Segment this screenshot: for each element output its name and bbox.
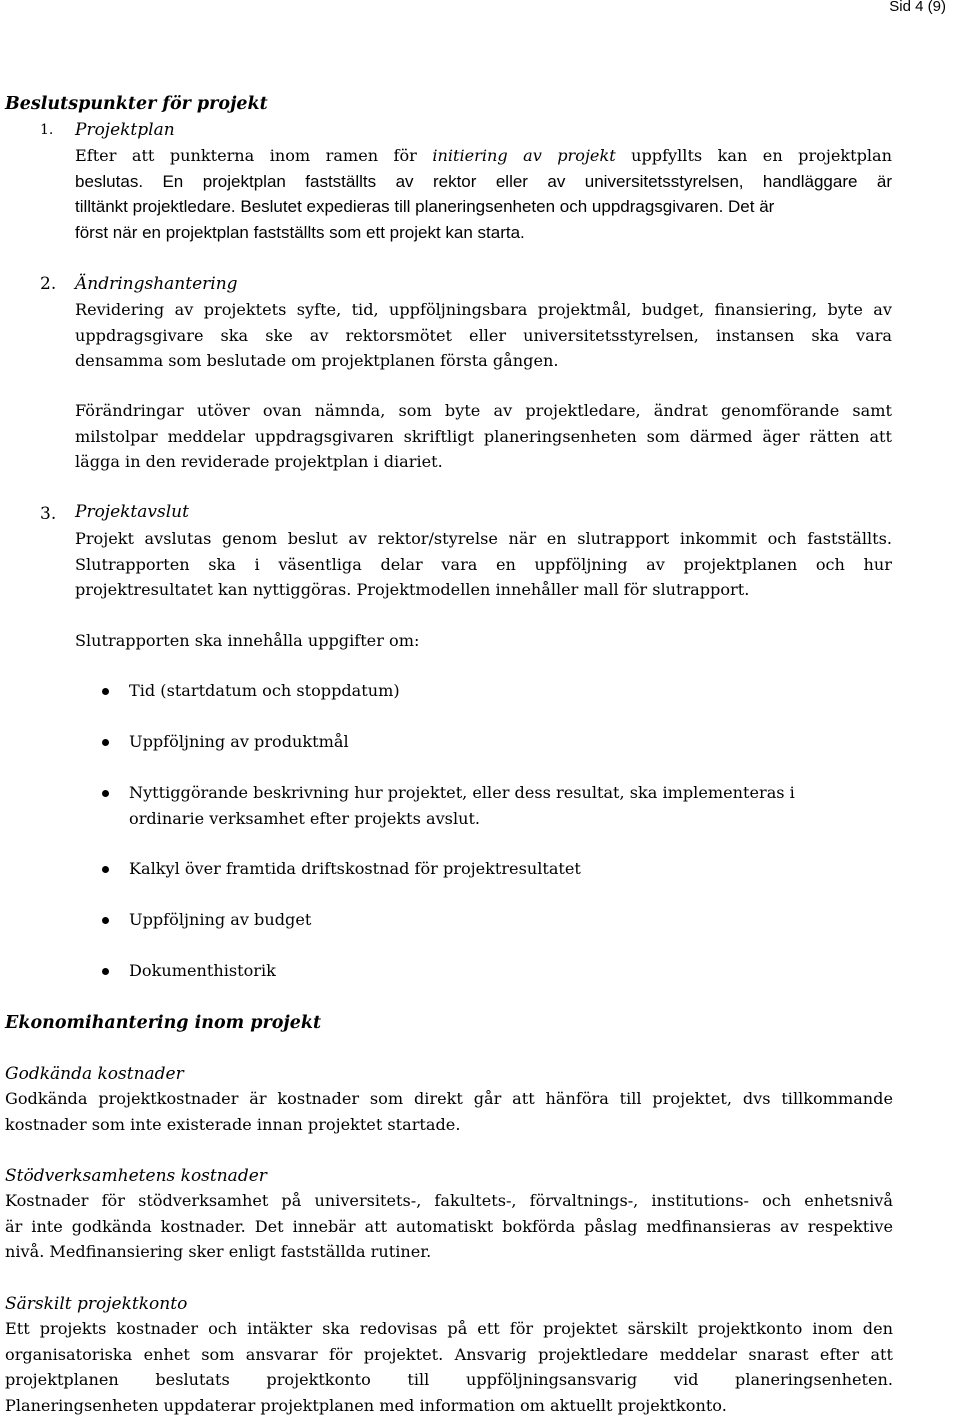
bullet-dot	[102, 917, 109, 924]
andringshantering-paragraph-1	[75, 297, 892, 374]
text-line: kostnader som inte existerade innan projektet startade.	[5, 1114, 461, 1134]
text-line: är inte godkända kostnader. Det innebär att automatiskt bokförda påslag medfinansieras av respektive	[5, 1216, 893, 1236]
projektplan-paragraph	[75, 143, 892, 245]
section-heading-beslutspunkter: Beslutspunkter för projekt	[5, 94, 268, 114]
text-line: projektplanen beslutats projektkonto till uppföljningsansvarig vid planeringsenheten.	[5, 1370, 893, 1389]
text-line: beslutas. En projektplan fastställts av rektor eller av universitetsstyrelsen, handläggare är	[75, 171, 892, 191]
bullet-dot	[102, 866, 109, 873]
text-line: Kostnader för stödverksamhet på universitets-, fakultets-, förvaltnings-, institutions- och enhetsnivå	[5, 1191, 893, 1210]
bullet-text: Uppföljning av budget	[129, 910, 312, 929]
text-line: tilltänkt projektledare. Beslutet expedieras till planeringsenheten och uppdragsgivaren. Det är	[75, 197, 775, 216]
text-line: lägga in den reviderade projektplan i diariet.	[75, 452, 443, 471]
item-title-andringshantering: Ändringshantering	[75, 274, 238, 294]
text-line: uppdragsgivare ska ske av rektorsmötet eller universitetsstyrelsen, instansen ska vara	[75, 325, 892, 345]
projektavslut-paragraph-1	[75, 526, 892, 603]
text-line: Revidering av projektets syfte, tid, uppföljningsbara projektmål, budget, finansiering, byte av	[75, 300, 892, 319]
projektkonto-paragraph	[5, 1316, 893, 1418]
text-line: Projekt avslutas genom beslut av rektor/styrelse när en slutrapport inkommit och fastställts.	[75, 529, 892, 548]
bullet-text: Dokumenthistorik	[129, 961, 276, 980]
text-line: Planeringsenheten uppdaterar projektplanen med information om aktuellt projektkonto.	[5, 1395, 727, 1415]
section-heading-ekonomihantering: Ekonomihantering inom projekt	[5, 1013, 322, 1033]
bullet-dot	[102, 739, 109, 746]
bullet-item	[129, 907, 889, 933]
text-line: först när en projektplan fastställts som ett projekt kan starta.	[75, 222, 525, 242]
bullet-text: Tid (startdatum och stoppdatum)	[129, 681, 400, 700]
bullet-item	[129, 729, 889, 755]
bullet-text: Nyttiggörande beskrivning hur projektet, eller dess resultat, ska implementeras i	[129, 783, 795, 802]
bullet-item	[129, 856, 889, 882]
bullet-text: Kalkyl över framtida driftskostnad för projektresultatet	[129, 859, 581, 878]
text-line: Efter att punkterna inom ramen för initiering av projekt uppfyllts kan en projektplan	[75, 146, 892, 165]
text-line: Godkända projektkostnader är kostnader som direkt går att hänföra till projektet, dvs tillkommande	[5, 1089, 893, 1108]
text-line: projektresultatet kan nyttiggöras. Projektmodellen innehåller mall för slutrapport.	[75, 580, 750, 599]
text-line: nivå. Medfinansiering sker enligt fastställda rutiner.	[5, 1242, 432, 1261]
item-number-1: 1.	[40, 122, 54, 138]
subsection-title-sarskilt-projektkonto: Särskilt projektkonto	[5, 1294, 188, 1314]
item-number-3: 3.	[40, 504, 57, 524]
page-number: Sid 4 (9)	[889, 0, 946, 15]
text-line: milstolpar meddelar uppdragsgivaren skriftligt planeringsenheten som därmed äger rätten att	[75, 426, 892, 446]
bullet-dot	[102, 688, 109, 695]
text-line: Ett projekts kostnader och intäkter ska redovisas på ett för projektet särskilt projektkonto inom den	[5, 1319, 893, 1338]
item-title-projektavslut: Projektavslut	[75, 502, 189, 522]
bullet-item	[129, 678, 889, 704]
andringshantering-paragraph-2	[75, 398, 892, 475]
text-line: Slutrapporten ska i väsentliga delar vara en uppföljning av projektplanen och hur	[75, 554, 892, 574]
bullet-text: ordinarie verksamhet efter projekts avslut.	[129, 808, 481, 828]
item-title-projektplan: Projektplan	[75, 120, 175, 140]
godkanda-kostnader-paragraph	[5, 1086, 893, 1137]
bullet-dot	[102, 790, 109, 797]
bullet-item	[129, 780, 889, 831]
stodverksamhet-paragraph	[5, 1188, 893, 1265]
projektavslut-paragraph-2	[75, 628, 892, 654]
text-line: Förändringar utöver ovan nämnda, som byte av projektledare, ändrat genomförande samt	[75, 401, 892, 420]
subsection-title-stodverksamhetens-kostnader: Stödverksamhetens kostnader	[5, 1166, 267, 1186]
text-line: Slutrapporten ska innehålla uppgifter om:	[75, 631, 420, 650]
subsection-title-godkanda-kostnader: Godkända kostnader	[5, 1064, 184, 1084]
text-line: densamma som beslutade om projektplanen första gången.	[75, 351, 559, 370]
item-number-2: 2.	[40, 274, 57, 294]
text-line: organisatoriska enhet som ansvarar för projektet. Ansvarig projektledare meddelar snarast efter att	[5, 1344, 893, 1364]
bullet-text: Uppföljning av produktmål	[129, 732, 349, 751]
bullet-dot	[102, 968, 109, 975]
bullet-item	[129, 958, 889, 984]
